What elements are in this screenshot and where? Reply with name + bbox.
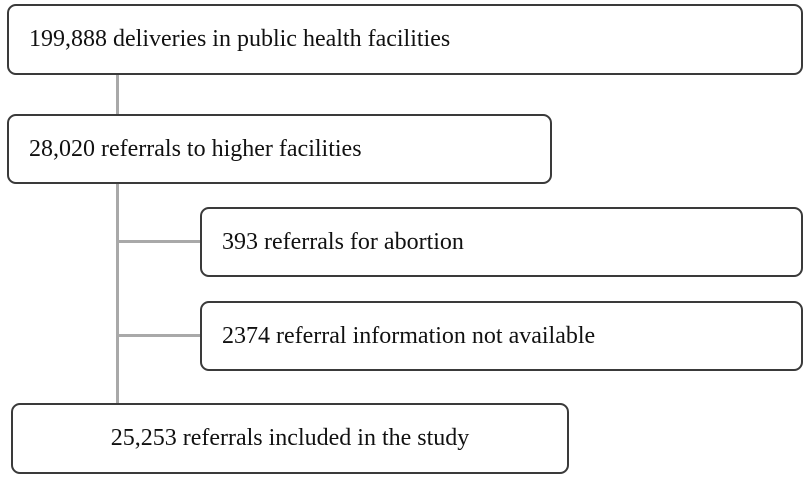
box-referrals <box>7 114 552 184</box>
connector-branch-abortion <box>118 240 201 243</box>
connector-deliveries-to-referrals <box>116 74 119 116</box>
box-excluded-unavailable-text: 2374 referral information not available <box>222 322 596 349</box>
box-included-text: 25,253 referrals included in the study <box>110 425 470 451</box>
box-excluded-abortion <box>200 207 803 277</box>
box-excluded-abortion-text: 393 referrals for abortion <box>222 228 464 255</box>
box-deliveries <box>7 4 803 75</box>
box-included <box>11 403 569 474</box>
box-referrals-text: 28,020 referrals to higher facilities <box>29 135 362 162</box>
box-deliveries-text: 199,888 deliveries in public health facilities <box>29 26 451 52</box>
connector-branch-unavailable <box>118 334 201 337</box>
connector-referrals-to-included <box>116 183 119 405</box>
box-excluded-unavailable <box>200 301 803 371</box>
